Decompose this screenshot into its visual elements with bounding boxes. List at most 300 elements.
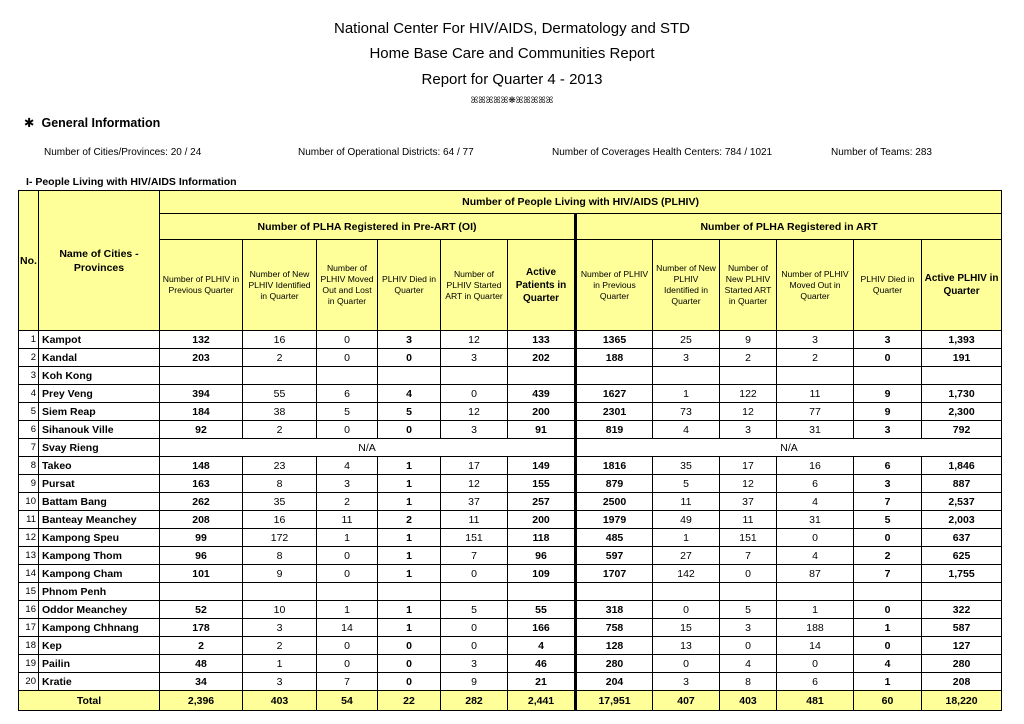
row-number: 10: [19, 493, 39, 511]
total-oi-new: 403: [243, 691, 317, 711]
cell-oi-active: 46: [508, 655, 576, 673]
cell-oi-died: 2: [378, 511, 441, 529]
cell-art-started: [720, 583, 777, 601]
col-header-oi-new: Number of New PLHIV Identified in Quarter: [243, 240, 317, 331]
cell-oi-new: 35: [243, 493, 317, 511]
total-oi-moved: 54: [317, 691, 378, 711]
cell-oi-prev: 203: [160, 349, 243, 367]
col-header-art-started: Number of New PLHIV Started ART in Quarter: [720, 240, 777, 331]
cell-art-new: [653, 583, 720, 601]
cell-oi-active: 96: [508, 547, 576, 565]
cell-art-died: 2: [854, 547, 922, 565]
cell-oi-prev: 132: [160, 331, 243, 349]
total-art-new: 407: [653, 691, 720, 711]
cell-art-moved: 11: [777, 385, 854, 403]
row-number: 2: [19, 349, 39, 367]
cell-art-prev: 758: [576, 619, 653, 637]
total-art-started: 403: [720, 691, 777, 711]
health-centers-count: Number of Coverages Health Centers: 784 / 1021: [552, 147, 773, 158]
row-city-name: Kampong Speu: [39, 529, 160, 547]
cell-art-active: 280: [922, 655, 1002, 673]
cell-art-new: 1: [653, 529, 720, 547]
cell-art-new: 3: [653, 673, 720, 691]
cell-oi-died: 0: [378, 349, 441, 367]
table-row: [19, 367, 1002, 385]
cell-art-moved: 6: [777, 673, 854, 691]
cell-oi-died: 3: [378, 331, 441, 349]
col-header-city: Name of Cities - Provinces: [39, 191, 160, 331]
total-art-prev: 17,951: [576, 691, 653, 711]
cell-oi-active: 118: [508, 529, 576, 547]
cell-art-prev: 1365: [576, 331, 653, 349]
cell-oi-moved: 0: [317, 565, 378, 583]
cell-oi-new: 3: [243, 673, 317, 691]
cell-oi-moved: 0: [317, 349, 378, 367]
cell-art-started: 7: [720, 547, 777, 565]
total-oi-active: 2,441: [508, 691, 576, 711]
cell-oi-active: 166: [508, 619, 576, 637]
row-city-name: Pursat: [39, 475, 160, 493]
cell-oi-died: 1: [378, 493, 441, 511]
table-row: [19, 547, 1002, 565]
table-row: [19, 583, 1002, 601]
cell-oi-active: 55: [508, 601, 576, 619]
cell-art-started: 8: [720, 673, 777, 691]
cell-oi-started: 5: [441, 601, 508, 619]
cell-art-died: 7: [854, 493, 922, 511]
cell-art-started: 9: [720, 331, 777, 349]
cell-art-active: 637: [922, 529, 1002, 547]
cell-oi-new: 2: [243, 637, 317, 655]
cell-oi-moved: [317, 367, 378, 385]
table-row: [19, 475, 1002, 493]
cell-art-started: 3: [720, 619, 777, 637]
cell-art-new: 27: [653, 547, 720, 565]
cell-oi-started: 151: [441, 529, 508, 547]
row-city-name: Oddor Meanchey: [39, 601, 160, 619]
cell-art-new: [653, 367, 720, 385]
cell-oi-new: 8: [243, 547, 317, 565]
table-row: [19, 655, 1002, 673]
table-row: [19, 439, 1002, 457]
col-header-art-active: Active PLHIV in Quarter: [922, 240, 1002, 331]
cell-oi-new: 9: [243, 565, 317, 583]
plhiv-table: [18, 190, 1002, 711]
total-oi-prev: 2,396: [160, 691, 243, 711]
table-row: [19, 493, 1002, 511]
cell-art-active: 2,003: [922, 511, 1002, 529]
cell-art-active: 792: [922, 421, 1002, 439]
cell-oi-moved: 11: [317, 511, 378, 529]
cell-oi-active: 200: [508, 403, 576, 421]
cell-oi-prev: 208: [160, 511, 243, 529]
table-row: [19, 529, 1002, 547]
cell-art-prev: 2500: [576, 493, 653, 511]
cell-oi-started: 0: [441, 385, 508, 403]
cell-oi-started: 7: [441, 547, 508, 565]
cell-art-started: 12: [720, 475, 777, 493]
cell-art-died: 0: [854, 601, 922, 619]
cell-oi-active: 4: [508, 637, 576, 655]
cell-art-active: 887: [922, 475, 1002, 493]
col-header-oi-prev: Number of PLHIV in Previous Quarter: [160, 240, 243, 331]
cell-art-active: 1,846: [922, 457, 1002, 475]
districts-count: Number of Operational Districts: 64 / 77: [298, 147, 474, 158]
cell-oi-died: 1: [378, 619, 441, 637]
cell-oi-died: 1: [378, 529, 441, 547]
cell-oi-prev: 96: [160, 547, 243, 565]
cell-art-moved: 0: [777, 529, 854, 547]
general-info-title: General Information: [41, 116, 161, 130]
cell-art-prev: 2301: [576, 403, 653, 421]
cell-oi-started: [441, 367, 508, 385]
cell-oi-died: [378, 583, 441, 601]
row-number: 9: [19, 475, 39, 493]
cell-art-prev: 204: [576, 673, 653, 691]
cell-oi-active: 21: [508, 673, 576, 691]
cell-oi-active: 202: [508, 349, 576, 367]
cell-oi-active: 109: [508, 565, 576, 583]
cell-oi-prev: 2: [160, 637, 243, 655]
cell-oi-started: 11: [441, 511, 508, 529]
total-oi-died: 22: [378, 691, 441, 711]
cell-art-active: 1,755: [922, 565, 1002, 583]
cell-oi-moved: 0: [317, 637, 378, 655]
row-city-name: Kandal: [39, 349, 160, 367]
col-header-oi-died: PLHIV Died in Quarter: [378, 240, 441, 331]
cell-oi-started: 37: [441, 493, 508, 511]
cell-art-active: 208: [922, 673, 1002, 691]
cell-art-moved: 31: [777, 421, 854, 439]
cell-art-died: 1: [854, 673, 922, 691]
row-city-name: Kampong Chhnang: [39, 619, 160, 637]
cell-art-moved: 87: [777, 565, 854, 583]
cell-oi-started: 0: [441, 637, 508, 655]
cell-art-prev: 597: [576, 547, 653, 565]
cell-art-moved: 188: [777, 619, 854, 637]
general-info-heading: [24, 115, 160, 130]
cell-oi-moved: [317, 583, 378, 601]
table-row: [19, 349, 1002, 367]
cell-art-new: 3: [653, 349, 720, 367]
row-number: 4: [19, 385, 39, 403]
cell-art-died: 0: [854, 637, 922, 655]
cell-oi-moved: 1: [317, 601, 378, 619]
table-row: [19, 601, 1002, 619]
cell-art-active: [922, 367, 1002, 385]
cell-oi-died: 5: [378, 403, 441, 421]
cell-art-died: 9: [854, 385, 922, 403]
cell-oi-died: 4: [378, 385, 441, 403]
cell-oi-active: 91: [508, 421, 576, 439]
cell-art-prev: 485: [576, 529, 653, 547]
total-row: [19, 691, 1002, 711]
cell-art-new: 1: [653, 385, 720, 403]
cell-oi-started: 0: [441, 619, 508, 637]
cell-oi-moved: 0: [317, 421, 378, 439]
cell-art-new: 15: [653, 619, 720, 637]
row-city-name: Phnom Penh: [39, 583, 160, 601]
cell-art-new: 0: [653, 655, 720, 673]
cell-oi-prev: 92: [160, 421, 243, 439]
row-number: 14: [19, 565, 39, 583]
col-header-no: No.: [19, 191, 39, 331]
cell-art-started: 2: [720, 349, 777, 367]
cell-art-died: 1: [854, 619, 922, 637]
cell-oi-moved: 4: [317, 457, 378, 475]
row-city-name: Sihanouk Ville: [39, 421, 160, 439]
cell-oi-died: 0: [378, 637, 441, 655]
cell-art-moved: [777, 583, 854, 601]
cell-oi-started: 12: [441, 331, 508, 349]
total-art-active: 18,220: [922, 691, 1002, 711]
cell-art-prev: 188: [576, 349, 653, 367]
cell-art-new: 13: [653, 637, 720, 655]
cell-oi-prev: 52: [160, 601, 243, 619]
cell-art-started: 4: [720, 655, 777, 673]
cell-oi-new: 172: [243, 529, 317, 547]
cell-oi-new: 1: [243, 655, 317, 673]
row-city-name: Pailin: [39, 655, 160, 673]
cell-art-died: 4: [854, 655, 922, 673]
cell-art-moved: 16: [777, 457, 854, 475]
cell-oi-started: 3: [441, 655, 508, 673]
cell-art-active: 2,300: [922, 403, 1002, 421]
cell-art-prev: [576, 583, 653, 601]
row-city-name: Kampong Cham: [39, 565, 160, 583]
cell-art-died: [854, 367, 922, 385]
cell-art-moved: 4: [777, 547, 854, 565]
cell-oi-active: 155: [508, 475, 576, 493]
cell-art-new: 142: [653, 565, 720, 583]
row-number: 6: [19, 421, 39, 439]
cell-art-prev: 280: [576, 655, 653, 673]
cell-art-new: 5: [653, 475, 720, 493]
cell-oi-died: 1: [378, 475, 441, 493]
cell-art-started: 122: [720, 385, 777, 403]
section-plhiv-title: I- People Living with HIV/AIDS Information: [26, 176, 237, 188]
cell-art-moved: 6: [777, 475, 854, 493]
cell-oi-prev: 48: [160, 655, 243, 673]
row-city-name: Svay Rieng: [39, 439, 160, 457]
cell-art-started: 0: [720, 565, 777, 583]
cell-oi-moved: 7: [317, 673, 378, 691]
cell-oi-started: [441, 583, 508, 601]
cell-oi-died: 0: [378, 421, 441, 439]
cell-art-active: 322: [922, 601, 1002, 619]
row-city-name: Koh Kong: [39, 367, 160, 385]
cell-oi-died: 1: [378, 565, 441, 583]
cell-art-died: 7: [854, 565, 922, 583]
cell-oi-prev: 99: [160, 529, 243, 547]
row-number: 3: [19, 367, 39, 385]
cell-art-new: 0: [653, 601, 720, 619]
col-header-oi-moved: Number of PLHIV Moved Out and Lost in Quarter: [317, 240, 378, 331]
cell-oi-active: 133: [508, 331, 576, 349]
cell-oi-prev: 101: [160, 565, 243, 583]
cell-art-started: 12: [720, 403, 777, 421]
table-row: [19, 331, 1002, 349]
col-header-oi-active: Active Patients in Quarter: [508, 240, 576, 331]
cell-oi-prev: [160, 367, 243, 385]
row-number: 8: [19, 457, 39, 475]
cell-art-active: 1,730: [922, 385, 1002, 403]
table-row: [19, 385, 1002, 403]
cell-art-active: 1,393: [922, 331, 1002, 349]
cell-art-started: [720, 367, 777, 385]
cell-oi-moved: 1: [317, 529, 378, 547]
cell-oi-died: 0: [378, 655, 441, 673]
report-title-line2: Home Base Care and Communities Report: [369, 45, 655, 62]
cell-oi-prev: 184: [160, 403, 243, 421]
cell-oi-active: 200: [508, 511, 576, 529]
cell-oi-new: 2: [243, 349, 317, 367]
cell-oi-started: 9: [441, 673, 508, 691]
cell-art-prev: 879: [576, 475, 653, 493]
cell-oi-new: 55: [243, 385, 317, 403]
cell-art-died: [854, 583, 922, 601]
cell-art-started: 37: [720, 493, 777, 511]
cell-oi-died: 1: [378, 547, 441, 565]
cell-art-moved: 0: [777, 655, 854, 673]
cell-art-active: [922, 583, 1002, 601]
cell-oi-started: 12: [441, 403, 508, 421]
col-header-art-new: Number of New PLHIV Identified in Quarter: [653, 240, 720, 331]
cell-art-new: 73: [653, 403, 720, 421]
cell-oi-active: 257: [508, 493, 576, 511]
cell-oi-active: [508, 367, 576, 385]
total-art-moved: 481: [777, 691, 854, 711]
row-number: 7: [19, 439, 39, 457]
col-header-art-prev: Number of PLHIV in Previous Quarter: [576, 240, 653, 331]
cell-oi-started: 12: [441, 475, 508, 493]
row-city-name: Battam Bang: [39, 493, 160, 511]
row-city-name: Kampong Thom: [39, 547, 160, 565]
cell-oi-prev: 178: [160, 619, 243, 637]
cell-oi-new: 2: [243, 421, 317, 439]
cell-art-prev: 1707: [576, 565, 653, 583]
col-header-oi-started: Number of PLHIV Started ART in Quarter: [441, 240, 508, 331]
cell-oi-moved: 14: [317, 619, 378, 637]
cell-art-moved: [777, 367, 854, 385]
row-city-name: Kratie: [39, 673, 160, 691]
cell-art-started: 5: [720, 601, 777, 619]
cell-oi-moved: 0: [317, 547, 378, 565]
row-city-name: Kep: [39, 637, 160, 655]
cell-art-new: 11: [653, 493, 720, 511]
cell-art-moved: 77: [777, 403, 854, 421]
row-number: 15: [19, 583, 39, 601]
cell-art-active: 191: [922, 349, 1002, 367]
table-row: [19, 619, 1002, 637]
table-row: [19, 511, 1002, 529]
cell-oi-new: [243, 583, 317, 601]
row-na-art: N/A: [576, 439, 1002, 457]
cell-oi-moved: 5: [317, 403, 378, 421]
cell-art-new: 49: [653, 511, 720, 529]
total-art-died: 60: [854, 691, 922, 711]
cell-art-prev: 819: [576, 421, 653, 439]
cell-art-moved: 2: [777, 349, 854, 367]
cell-art-new: 35: [653, 457, 720, 475]
cell-oi-moved: 6: [317, 385, 378, 403]
cell-art-died: 6: [854, 457, 922, 475]
cell-art-prev: 128: [576, 637, 653, 655]
row-number: 16: [19, 601, 39, 619]
cell-oi-started: 3: [441, 421, 508, 439]
row-na-oi: N/A: [160, 439, 576, 457]
table-row: [19, 421, 1002, 439]
cell-art-moved: 1: [777, 601, 854, 619]
cell-art-died: 0: [854, 529, 922, 547]
row-number: 13: [19, 547, 39, 565]
cell-oi-new: 8: [243, 475, 317, 493]
row-city-name: Prey Veng: [39, 385, 160, 403]
cell-art-died: 0: [854, 349, 922, 367]
cell-oi-prev: 34: [160, 673, 243, 691]
cell-art-prev: 1816: [576, 457, 653, 475]
cell-oi-active: 149: [508, 457, 576, 475]
cell-art-prev: 318: [576, 601, 653, 619]
cell-oi-died: 0: [378, 673, 441, 691]
total-oi-started: 282: [441, 691, 508, 711]
cell-oi-new: 16: [243, 331, 317, 349]
cell-oi-new: [243, 367, 317, 385]
cell-oi-prev: 163: [160, 475, 243, 493]
cell-art-died: 3: [854, 475, 922, 493]
cell-oi-moved: 0: [317, 655, 378, 673]
cell-art-died: 5: [854, 511, 922, 529]
row-city-name: Siem Reap: [39, 403, 160, 421]
cell-oi-moved: 3: [317, 475, 378, 493]
table-row: [19, 403, 1002, 421]
cell-art-new: 25: [653, 331, 720, 349]
teams-count: Number of Teams: 283: [831, 147, 932, 158]
asterisk-bullet-icon: ✱: [24, 116, 35, 130]
cell-oi-started: 0: [441, 565, 508, 583]
cell-art-prev: 1627: [576, 385, 653, 403]
report-title-line1: National Center For HIV/AIDS, Dermatology and STD: [334, 20, 690, 37]
cell-art-died: 3: [854, 331, 922, 349]
group-header-art: Number of PLHA Registered in ART: [576, 214, 1002, 240]
col-header-art-moved: Number of PLHIV Moved Out in Quarter: [777, 240, 854, 331]
cell-art-active: 127: [922, 637, 1002, 655]
cell-art-started: 3: [720, 421, 777, 439]
group-header-pre-art: Number of PLHA Registered in Pre-ART (OI): [160, 214, 576, 240]
top-header: Number of People Living with HIV/AIDS (PLHIV): [160, 191, 1002, 214]
table-body: [19, 331, 1002, 691]
cell-oi-prev: [160, 583, 243, 601]
cell-art-started: 0: [720, 637, 777, 655]
cell-art-prev: [576, 367, 653, 385]
table-row: [19, 565, 1002, 583]
table-row: [19, 457, 1002, 475]
cell-art-moved: 4: [777, 493, 854, 511]
cell-oi-started: 3: [441, 349, 508, 367]
cell-art-moved: 31: [777, 511, 854, 529]
col-header-art-died: PLHIV Died in Quarter: [854, 240, 922, 331]
cell-oi-new: 38: [243, 403, 317, 421]
row-number: 1: [19, 331, 39, 349]
cell-art-started: 17: [720, 457, 777, 475]
cell-oi-prev: 262: [160, 493, 243, 511]
row-city-name: Kampot: [39, 331, 160, 349]
row-number: 20: [19, 673, 39, 691]
row-number: 18: [19, 637, 39, 655]
cell-art-started: 151: [720, 529, 777, 547]
cell-oi-new: 23: [243, 457, 317, 475]
cell-art-died: 9: [854, 403, 922, 421]
